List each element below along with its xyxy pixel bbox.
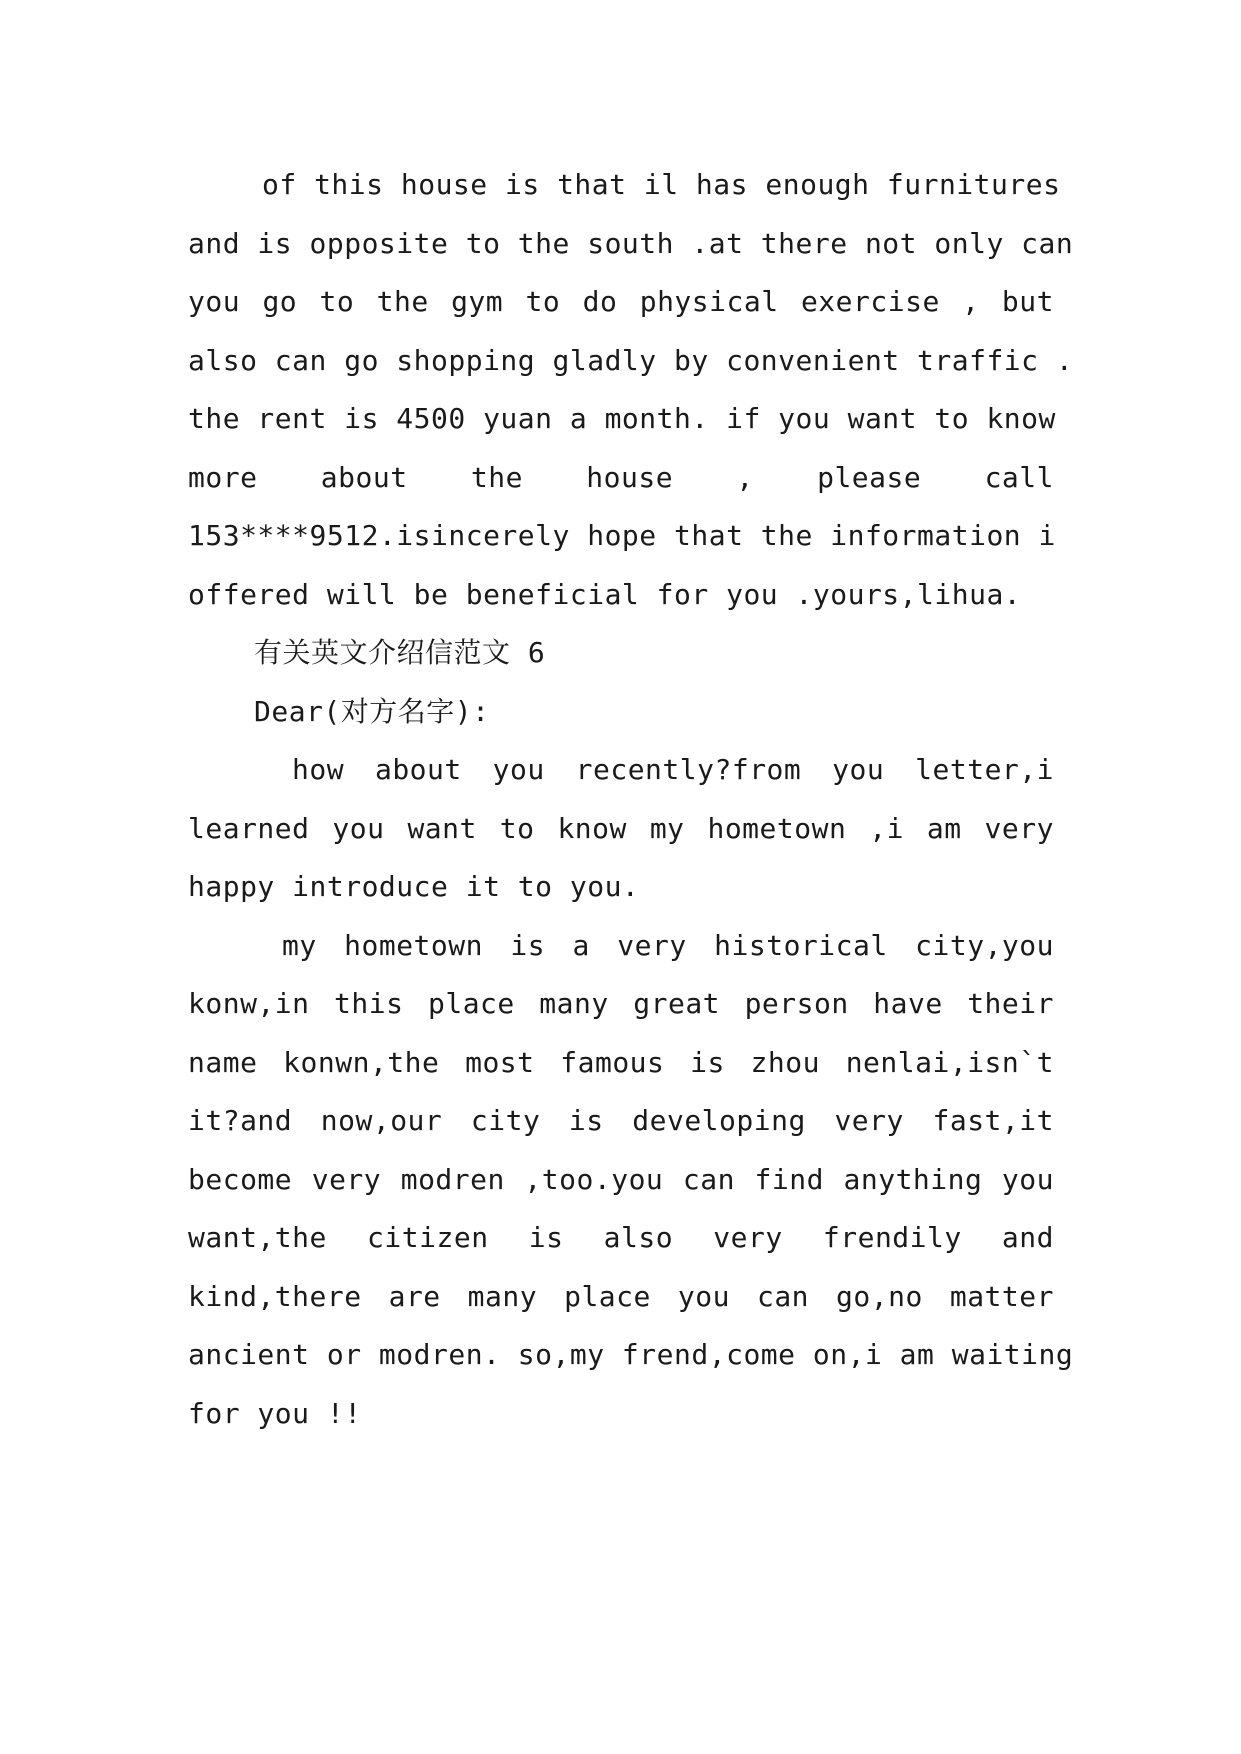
text-line: ancient or modren. so,my frend,come on,i am waiting [188, 1338, 1074, 1371]
text-line: 153****9512.isincerely hope that the information i [188, 519, 1056, 552]
text-line: of this house is that il has enough furnitures [262, 168, 1061, 201]
text-line: how about you recently?from you letter,i [292, 753, 1054, 786]
section-heading: 有关英文介绍信范文 6 [254, 636, 546, 669]
text-line: my hometown is a very historical city,you [282, 928, 1054, 962]
text-line: offered will be beneficial for you .yours,lihua. [188, 577, 1022, 611]
text-line: become very modren ,too.you can find anything you [188, 1162, 1054, 1196]
text-line: you go to the gym to do physical exercise , but [188, 285, 1054, 318]
paragraph-hometown [188, 917, 1074, 1444]
salutation: Dear(对方名字): [254, 694, 490, 728]
paragraph-greeting [188, 741, 1054, 917]
document-body [188, 156, 1074, 1443]
text-line: more about the house , please call [188, 460, 1054, 494]
text-line: the rent is 4500 yuan a month. if you want to know [188, 402, 1056, 435]
text-line: also can go shopping gladly by convenient traffic . [188, 343, 1074, 377]
text-line: kind,there are many place you can go,no matter [188, 1279, 1054, 1313]
text-line: for you !! [188, 1396, 362, 1430]
text-line: it?and now,our city is developing very fast,it [188, 1104, 1054, 1137]
text-line: name konwn,the most famous is zhou nenlai,isn`t [188, 1045, 1054, 1079]
text-line: learned you want to know my hometown ,i am very [188, 811, 1054, 845]
text-line: and is opposite to the south .at there not only can [188, 226, 1074, 260]
text-line: want,the citizen is also very frendily and [188, 1221, 1054, 1254]
text-line: happy introduce it to you. [188, 870, 640, 903]
text-line: konw,in this place many great person have their [188, 987, 1054, 1020]
paragraph-house [188, 156, 1074, 624]
